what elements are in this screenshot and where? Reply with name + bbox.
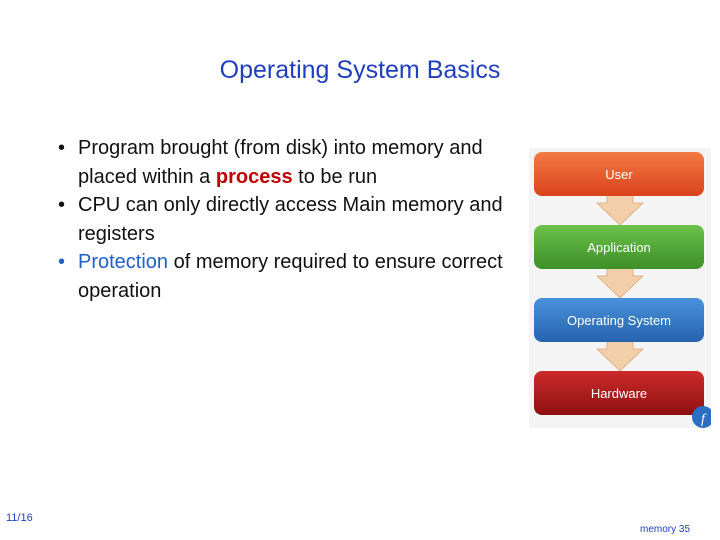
slide-number: memory 35 — [640, 524, 691, 535]
bullet-item-2: • CPU can only directly access Main memory and registers — [58, 191, 528, 248]
slide-title: Operating System Basics — [219, 56, 501, 84]
layer-user-label: User — [605, 167, 633, 182]
logo-icon-glyph: f — [701, 412, 705, 427]
bullet-list — [58, 134, 528, 305]
keyword-process: process — [215, 165, 293, 188]
bullet-dot: • — [58, 251, 66, 273]
os-layer-diagram — [529, 148, 711, 428]
layer-operating-system-label: Operating System — [566, 313, 672, 328]
layer-application-label: Application — [587, 240, 651, 255]
bullet-dot: • — [58, 137, 66, 159]
bullet-item-1: • Program brought (from disk) into memory and placed within a process to be run — [58, 134, 528, 191]
bullet-item-3: • Protection of memory required to ensure correct operation — [58, 248, 528, 305]
bullet-dot: • — [58, 194, 66, 216]
slide-date: 11/16 — [6, 512, 33, 524]
keyword-protection: Protection — [78, 251, 169, 273]
layer-hardware-label: Hardware — [590, 386, 648, 401]
